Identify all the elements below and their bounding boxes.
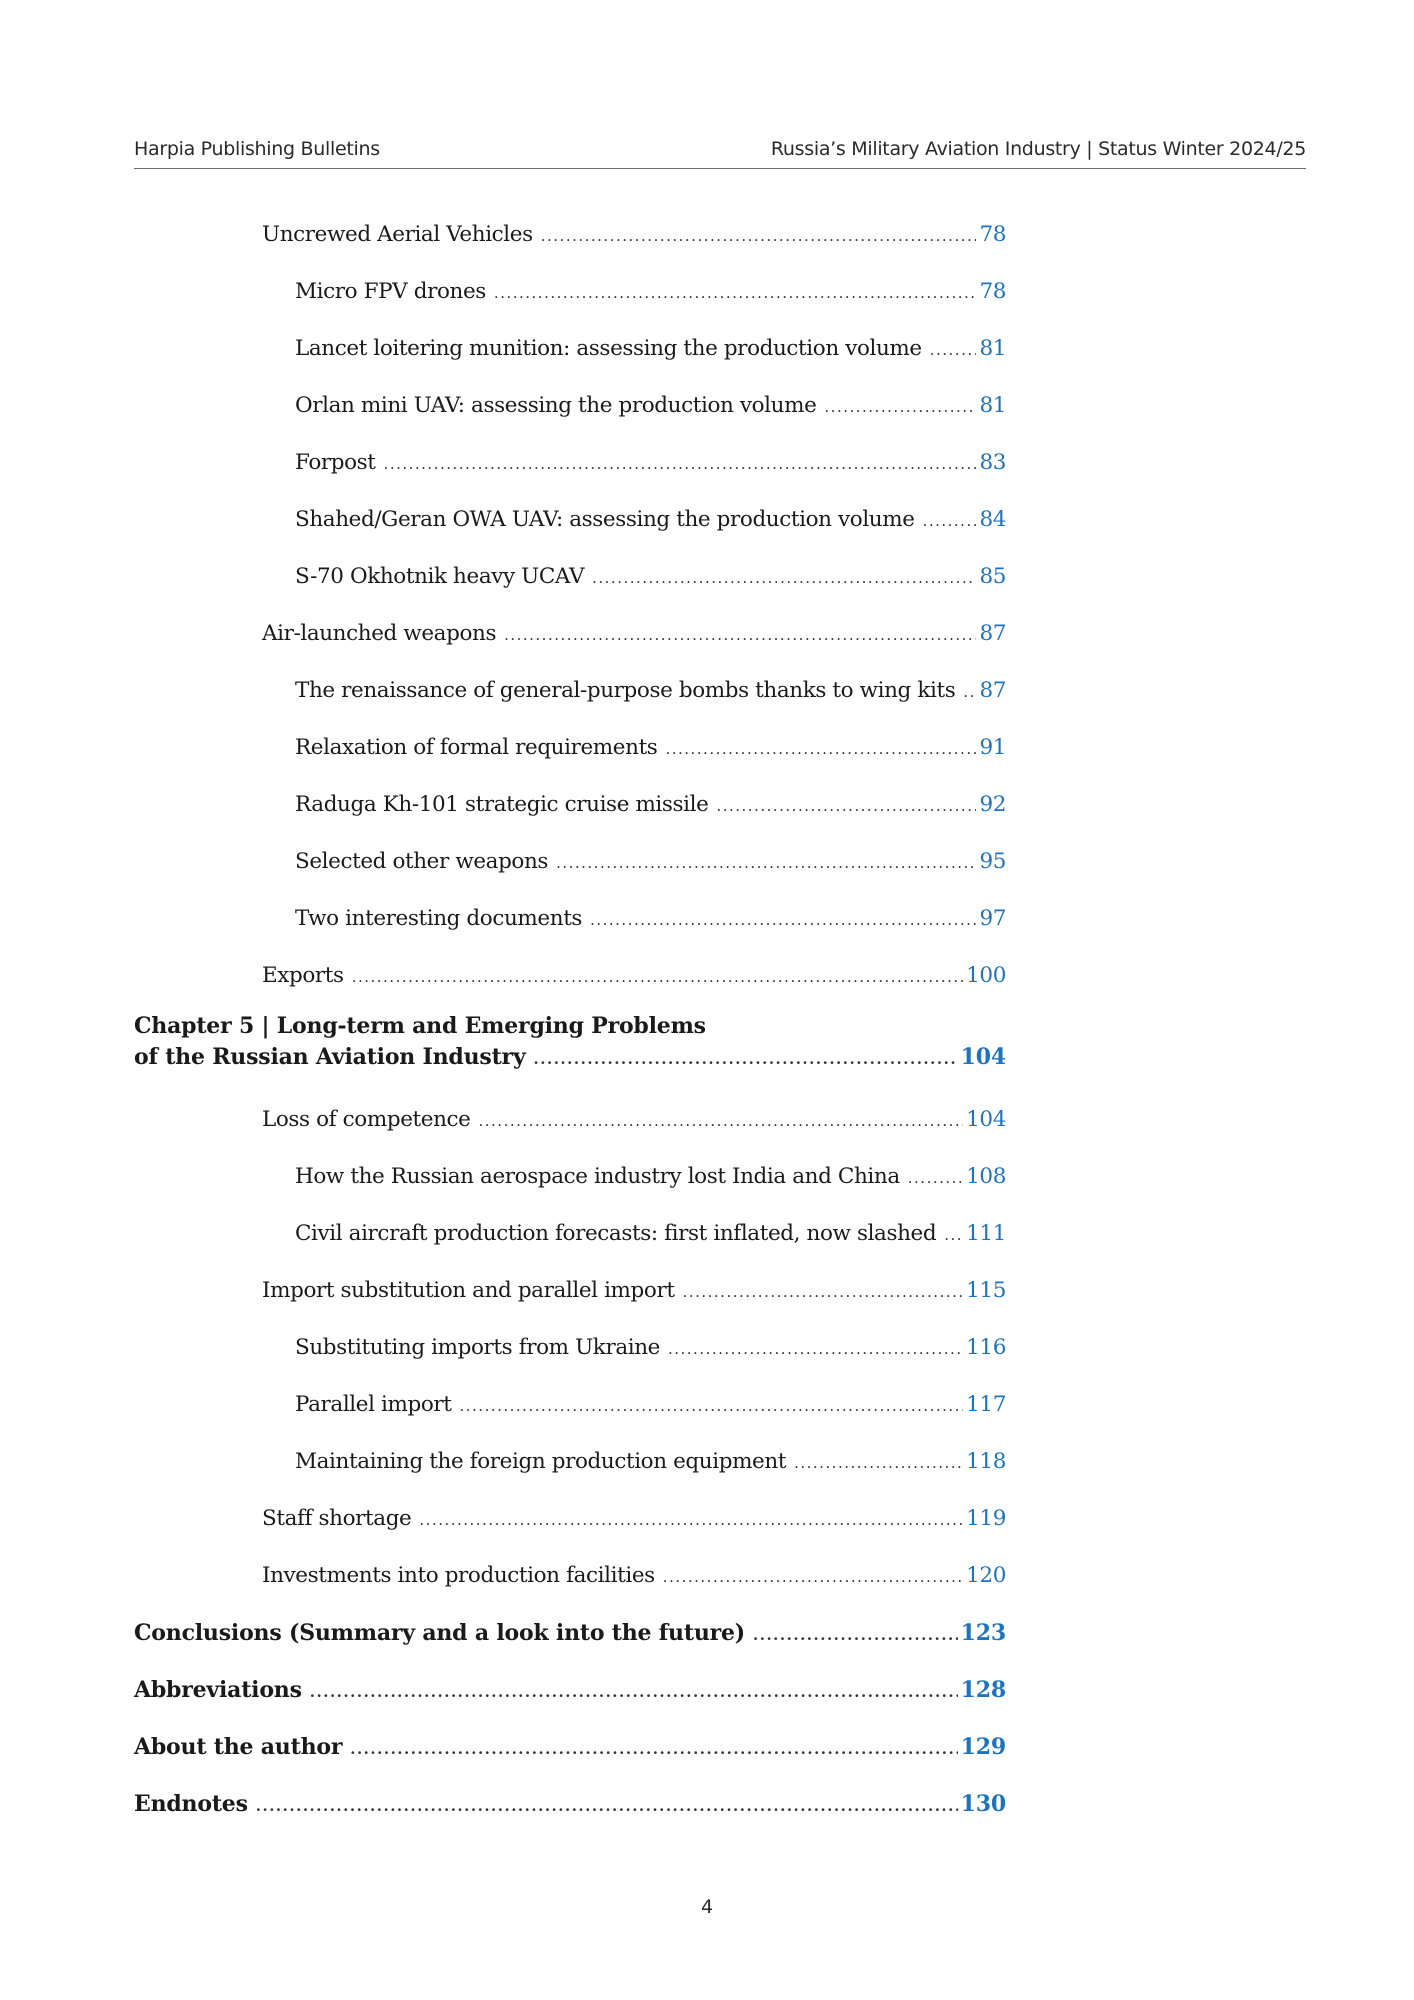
page-number: 4 [700, 1896, 714, 1918]
toc-entry[interactable] [295, 279, 1006, 304]
toc-entry-title: Import substitution and parallel import [262, 1278, 675, 1303]
toc-entry-title: Parallel import [295, 1392, 452, 1417]
toc-entry-page[interactable]: 116 [966, 1335, 1006, 1360]
toc-entry-page[interactable]: 84 [979, 507, 1006, 532]
dot-leader [460, 1397, 964, 1415]
running-header [134, 134, 1306, 169]
toc-entry-page[interactable]: 97 [979, 906, 1006, 931]
toc-entry-title: of the Russian Aviation Industry [134, 1044, 526, 1070]
toc-entry-page[interactable]: 123 [960, 1620, 1006, 1646]
toc-entry[interactable] [295, 792, 1006, 817]
dot-leader [665, 740, 976, 758]
toc-entry[interactable] [262, 222, 1006, 247]
toc-entry-page[interactable]: 104 [966, 1107, 1006, 1132]
toc-entry-title: About the author [134, 1734, 343, 1760]
dot-leader [944, 1226, 963, 1244]
toc-entry-page[interactable]: 111 [966, 1221, 1006, 1246]
toc-entry[interactable] [295, 393, 1006, 418]
toc-entry-title: Lancet loitering munition: assessing the production volume [295, 336, 922, 361]
dot-leader [930, 341, 977, 359]
toc-entry-page[interactable]: 119 [966, 1506, 1006, 1531]
dot-leader [384, 455, 977, 473]
dot-leader [908, 1169, 963, 1187]
toc-entry-page[interactable]: 91 [979, 735, 1006, 760]
dot-leader [350, 1740, 957, 1758]
header-publisher: Harpia Publishing Bulletins [134, 138, 380, 160]
toc-entry-page[interactable]: 87 [979, 678, 1006, 703]
toc-entry-title: How the Russian aerospace industry lost India and China [295, 1164, 900, 1189]
toc-entry[interactable] [262, 1506, 1006, 1531]
dot-leader [590, 911, 976, 929]
header-book-title: Russia’s Military Aviation Industry | Status Winter 2024/25 [770, 138, 1306, 160]
dot-leader [716, 797, 976, 815]
toc-entry-page[interactable]: 87 [979, 621, 1006, 646]
dot-leader [504, 626, 976, 644]
dot-leader [753, 1626, 958, 1644]
toc-entry-title: Exports [262, 963, 344, 988]
toc-entry-title: Shahed/Geran OWA UAV: assessing the production volume [295, 507, 915, 532]
toc-chapter-entry[interactable] [134, 1677, 1006, 1703]
toc-entry-title: Forpost [295, 450, 376, 475]
toc-chapter-entry[interactable] [134, 1734, 1006, 1760]
dot-leader [310, 1683, 958, 1701]
toc-entry[interactable] [262, 963, 1006, 988]
toc-entry[interactable] [295, 1392, 1006, 1417]
dot-leader [256, 1797, 958, 1815]
toc-entry-page[interactable]: 115 [966, 1278, 1006, 1303]
toc-entry-page[interactable]: 100 [966, 963, 1006, 988]
toc-entry-title: Relaxation of formal requirements [295, 735, 658, 760]
toc-entry[interactable] [262, 1278, 1006, 1303]
dot-leader [352, 968, 963, 986]
dot-leader [592, 569, 976, 587]
toc-entry-page[interactable]: 128 [960, 1677, 1006, 1703]
dot-leader [923, 512, 977, 530]
dot-leader [668, 1340, 963, 1358]
toc-entry-page[interactable]: 108 [966, 1164, 1006, 1189]
toc-entry-title: Orlan mini UAV: assessing the production volume [295, 393, 817, 418]
toc-entry[interactable] [295, 735, 1006, 760]
toc-entry[interactable] [295, 906, 1006, 931]
toc-entry[interactable] [295, 1221, 1006, 1246]
toc-entry-title: Selected other weapons [295, 849, 549, 874]
toc-entry-title: Investments into production facilities [262, 1563, 655, 1588]
toc-entry[interactable] [295, 336, 1006, 361]
dot-leader [541, 227, 977, 245]
dot-leader [663, 1568, 963, 1586]
toc-entry[interactable] [262, 621, 1006, 646]
toc-entry-title: Loss of competence [262, 1107, 471, 1132]
toc-entry-title: S-70 Okhotnik heavy UCAV [295, 564, 585, 589]
dot-leader [824, 398, 976, 416]
toc-entry-page[interactable]: 95 [979, 849, 1006, 874]
toc-entry-page[interactable]: 117 [966, 1392, 1006, 1417]
toc-entry[interactable] [295, 450, 1006, 475]
toc-entry-page[interactable]: 118 [966, 1449, 1006, 1474]
dot-leader [556, 854, 976, 872]
toc-entry-page[interactable]: 81 [979, 336, 1006, 361]
toc-entry[interactable] [295, 564, 1006, 589]
toc-entry-page[interactable]: 85 [979, 564, 1006, 589]
toc-entry-page[interactable]: 78 [979, 222, 1006, 247]
toc-entry-title: Civil aircraft production forecasts: first inflated, now slashed [295, 1221, 937, 1246]
toc-entry-page[interactable]: 104 [960, 1044, 1006, 1070]
toc-entry-page[interactable]: 78 [979, 279, 1006, 304]
toc-entry[interactable] [295, 1164, 1006, 1189]
toc-chapter-entry[interactable] [134, 1620, 1006, 1646]
dot-leader [683, 1283, 964, 1301]
toc-entry[interactable] [295, 1449, 1006, 1474]
chapter-heading-line1: Chapter 5 | Long-term and Emerging Problems [134, 1013, 706, 1039]
toc-entry-page[interactable]: 130 [960, 1791, 1006, 1817]
toc-entry[interactable] [295, 849, 1006, 874]
toc-entry-title: Uncrewed Aerial Vehicles [262, 222, 533, 247]
toc-entry-page[interactable]: 129 [960, 1734, 1006, 1760]
dot-leader [794, 1454, 963, 1472]
dot-leader [479, 1112, 964, 1130]
toc-entry[interactable] [295, 1335, 1006, 1360]
toc-entry-page[interactable]: 120 [966, 1563, 1006, 1588]
toc-entry-title: Two interesting documents [295, 906, 583, 931]
toc-entry[interactable] [262, 1563, 1006, 1588]
toc-entry-title: Raduga Kh-101 strategic cruise missile [295, 792, 709, 817]
toc-entry-title: Conclusions (Summary and a look into the future) [134, 1620, 746, 1646]
toc-entry-title: Staff shortage [262, 1506, 412, 1531]
dot-leader [419, 1511, 963, 1529]
toc-entry[interactable] [295, 678, 1006, 703]
toc-entry-page[interactable]: 81 [979, 393, 1006, 418]
toc-entry-title: Substituting imports from Ukraine [295, 1335, 660, 1360]
toc-entry[interactable] [295, 507, 1006, 532]
toc-chapter-entry[interactable] [134, 1044, 1006, 1070]
toc-entry-title: The renaissance of general-purpose bombs thanks to wing kits [295, 678, 956, 703]
toc-entry-page[interactable]: 92 [979, 792, 1006, 817]
toc-chapter-entry[interactable] [134, 1791, 1006, 1817]
toc-entry-title: Abbreviations [134, 1677, 302, 1703]
dot-leader [534, 1050, 958, 1068]
toc-entry[interactable] [262, 1107, 1006, 1132]
toc-entry-page[interactable]: 83 [979, 450, 1006, 475]
dot-leader [963, 683, 976, 701]
toc-entry-title: Endnotes [134, 1791, 248, 1817]
toc-entry-title: Air-launched weapons [262, 621, 497, 646]
toc-entry-title: Maintaining the foreign production equipment [295, 1449, 787, 1474]
toc-entry-title: Micro FPV drones [295, 279, 486, 304]
dot-leader [494, 284, 977, 302]
